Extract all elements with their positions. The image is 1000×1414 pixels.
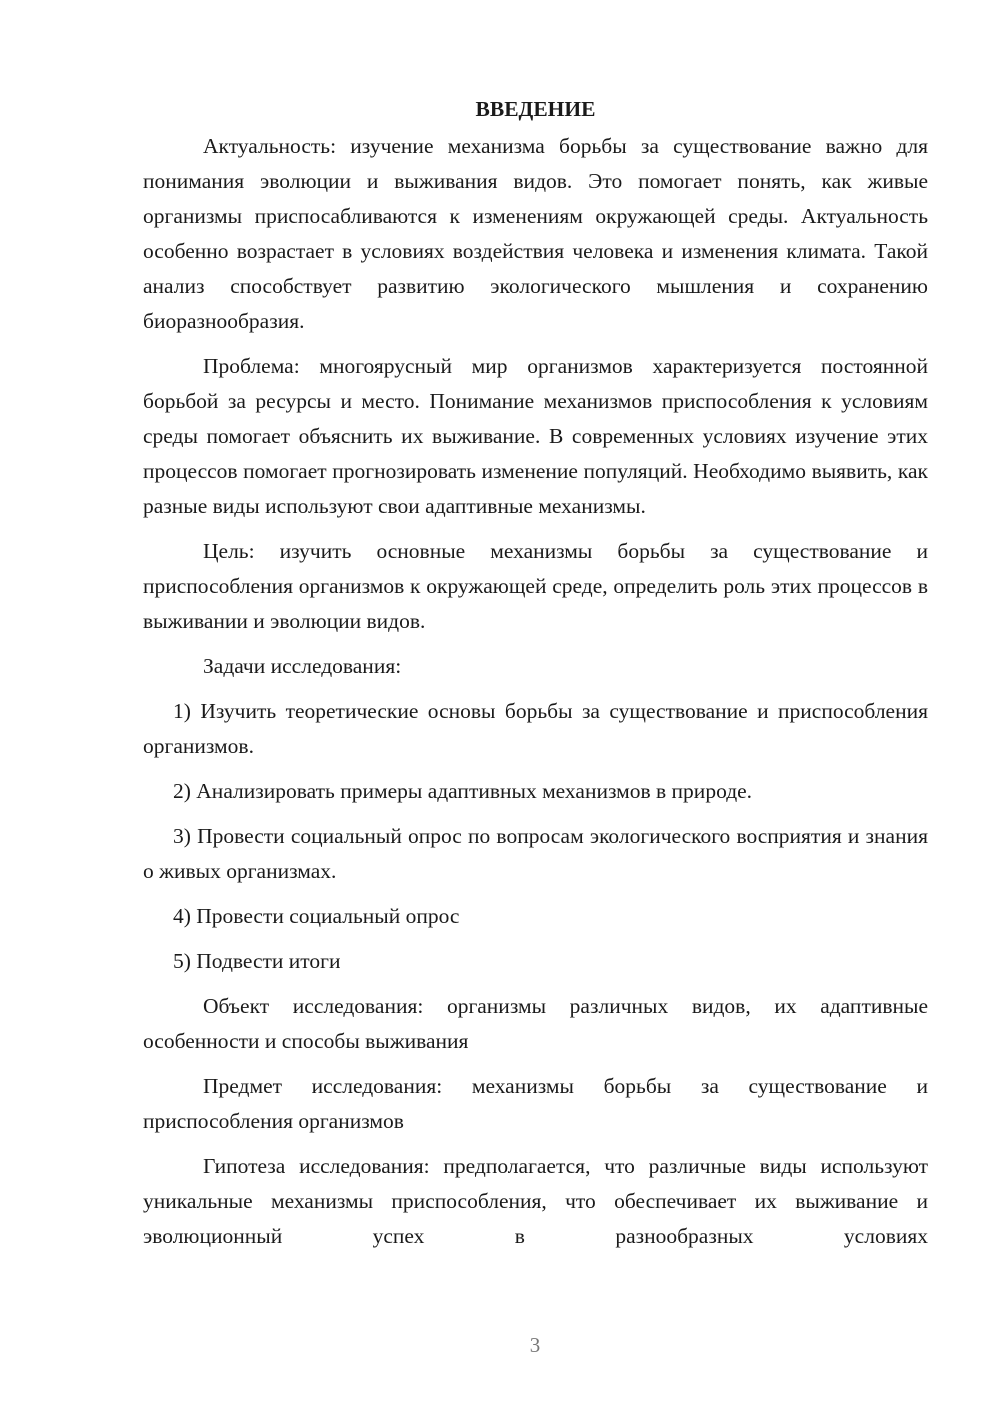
task-item-4: 4) Провести социальный опрос	[173, 904, 460, 928]
task-item-2: 2) Анализировать примеры адаптивных механизмов в природе.	[173, 779, 753, 803]
task-item-3: 3) Провести социальный опрос по вопросам экологического восприятия и знания о живых организмах.	[143, 824, 928, 883]
task-item-1: 1) Изучить теоретические основы борьбы за существование и приспособления организмов.	[143, 699, 928, 758]
document-page	[143, 92, 928, 1264]
paragraph-goal: Цель: изучить основные механизмы борьбы за существование и приспособления организмов к окружающей среде, определить роль этих процессов в выживании и эволюции видов.	[143, 539, 928, 633]
paragraph-subject: Предмет исследования: механизмы борьбы за существование и приспособления организмов	[143, 1074, 928, 1133]
paragraph-problem: Проблема: многоярусный мир организмов характеризуется постоянной борьбой за ресурсы и место. Понимание механизмов приспособления к условиям среды помогает объяснить их выживание. В современных условиях изучение этих процессов помогает прогнозировать изменение популяций. Необходимо выявить, как разные виды используют свои адаптивные механизмы.	[143, 354, 928, 518]
task-item-5: 5) Подвести итоги	[173, 949, 341, 973]
paragraph-relevance: Актуальность: изучение механизма борьбы за существование важно для понимания эволюции и выживания видов. Это помогает понять, как живые организмы приспосабливаются к изменениям окружающей среды. Актуальность особенно возрастает в условиях воздействия человека и изменения климата. Такой анализ способствует развитию экологического мышления и сохранению биоразнообразия.	[143, 134, 928, 333]
page-number: 3	[529, 1333, 541, 1357]
paragraph-hypothesis: Гипотеза исследования: предполагается, что различные виды используют уникальные механизмы приспособления, что обеспечивает их выживание и эволюционный успех в разнообразных условиях	[143, 1154, 928, 1248]
paragraph-object: Объект исследования: организмы различных видов, их адаптивные особенности и способы выживания	[143, 994, 928, 1053]
page-title: ВВЕДЕНИЕ	[475, 97, 596, 121]
tasks-heading: Задачи исследования:	[203, 654, 402, 678]
